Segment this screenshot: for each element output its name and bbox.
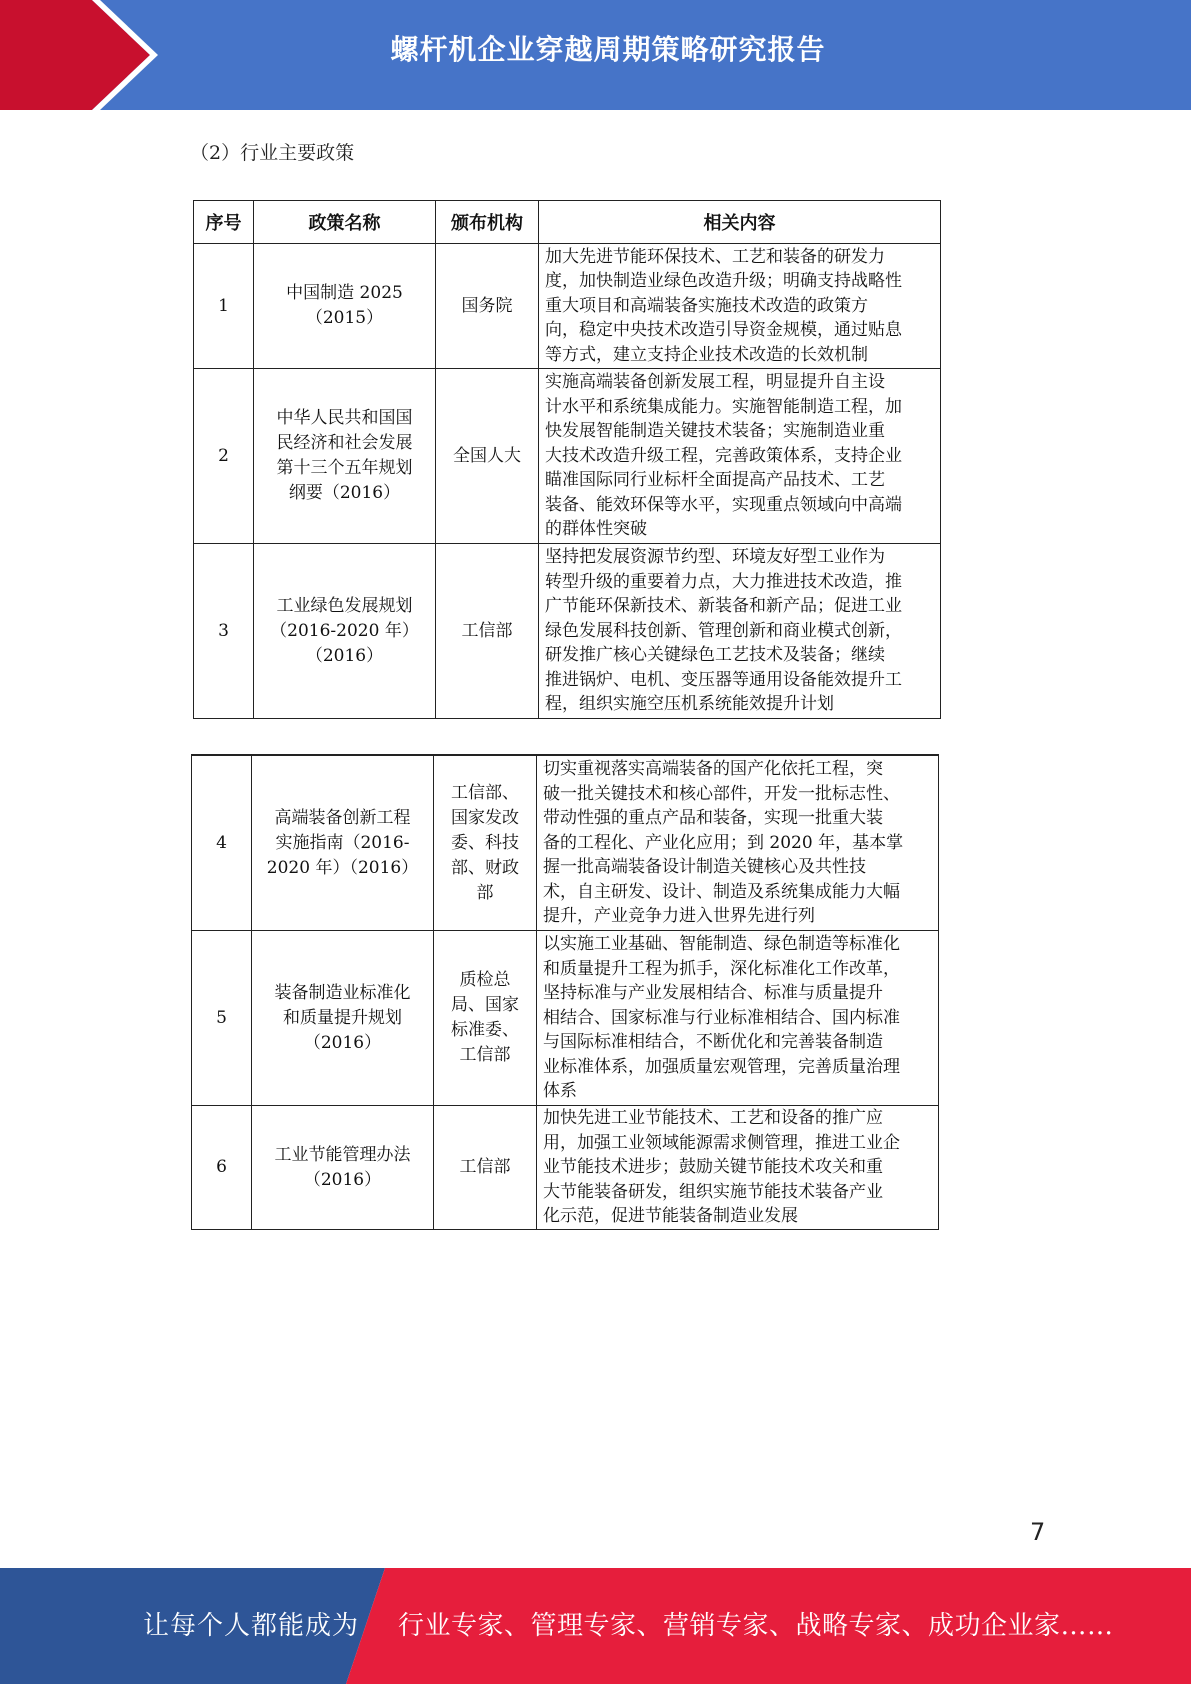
policy-content-line: 坚持标准与产业发展相结合、标准与质量提升 <box>543 983 883 1004</box>
table-row <box>194 369 941 544</box>
policy-name-line: 工业绿色发展规划 <box>276 595 413 616</box>
policy-name-line: 第十三个五年规划 <box>276 458 413 478</box>
policy-content-line: 化示范，促进节能装备制造业发展 <box>543 1206 798 1227</box>
footer-slogan-left: 让每个人都能成为 <box>143 1611 360 1641</box>
policy-content-line: 等方式，建立支持企业技术改造的长效机制 <box>545 344 868 365</box>
policy-name-line: 民经济和社会发展 <box>276 433 413 453</box>
policy-content-line: 与国际标准相结合，不断优化和完善装备制造 <box>543 1032 883 1053</box>
policy-name-cell <box>252 931 434 1106</box>
policy-table-part-2 <box>191 755 939 1230</box>
policy-name-line: （2015） <box>305 308 384 328</box>
policy-content-line: 坚持把发展资源节约型、环境友好型工业作为 <box>545 546 885 567</box>
issuer-cell <box>434 931 537 1106</box>
policy-content-line: 推进锅炉、电机、变压器等通用设备能效提升工 <box>545 669 902 690</box>
policy-name-cell <box>254 369 436 544</box>
policy-name-line: 和质量提升规划 <box>283 1007 402 1028</box>
policy-content-line: 业标准体系，加强质量宏观管理，完善质量治理 <box>543 1056 900 1077</box>
row-number: 5 <box>192 931 252 1106</box>
policy-name-line: 2020 年）（2016） <box>266 857 419 878</box>
policy-name-line: 中华人民共和国国 <box>276 408 413 428</box>
policy-content-cell <box>539 244 941 369</box>
policy-content-line: 加快先进工业节能技术、工艺和设备的推广应 <box>543 1108 883 1129</box>
issuer-line: 质检总 <box>459 970 511 990</box>
policy-name-line: 工业节能管理办法 <box>274 1144 411 1165</box>
policy-content-line: 提升，产业竞争力进入世界先进行列 <box>543 906 815 927</box>
table-header-row <box>194 201 941 244</box>
issuer-cell <box>434 1106 537 1230</box>
footer-slogan-right: 行业专家、管理专家、营销专家、战略专家、成功企业家…… <box>398 1611 1114 1641</box>
policy-name-line: （2016） <box>303 1169 382 1190</box>
header-issuer: 颁布机构 <box>436 201 539 244</box>
table-row <box>192 931 939 1106</box>
policy-name-line: （2016） <box>303 1032 382 1053</box>
policy-content-cell <box>537 756 939 931</box>
table-row <box>194 544 941 719</box>
policy-name-cell <box>254 544 436 719</box>
policy-content-line: 加大先进节能环保技术、工艺和装备的研发力 <box>545 246 885 267</box>
policy-content-line: 度，加快制造业绿色改造升级；明确支持战略性 <box>545 271 902 292</box>
policy-content-line: 转型升级的重要着力点，大力推进技术改造，推 <box>545 571 902 592</box>
header-banner <box>0 0 1191 110</box>
issuer-line: 部 <box>476 882 494 903</box>
issuer-line: 全国人大 <box>453 445 521 466</box>
policy-content-line: 以实施工业基础、智能制造、绿色制造等标准化 <box>543 933 900 954</box>
policy-content-line: 绿色发展科技创新、管理创新和商业模式创新， <box>545 620 902 641</box>
policy-content-line: 快发展智能制造关键技术装备；实施制造业重 <box>545 421 885 442</box>
policy-content-line: 业节能技术进步；鼓励关键节能技术攻关和重 <box>543 1157 883 1178</box>
policy-content-line: 和质量提升工程为抓手，深化标准化工作改革， <box>543 958 900 979</box>
header-policy-name: 政策名称 <box>254 201 436 244</box>
issuer-line: 工信部 <box>461 620 513 641</box>
table-row <box>192 756 939 931</box>
policy-content-line: 相结合、国家标准与行业标准相结合、国内标准 <box>543 1007 900 1028</box>
issuer-line: 委、科技 <box>451 832 519 853</box>
policy-name-line: （2016-2020 年） <box>270 620 419 641</box>
issuer-line: 工信部 <box>459 1045 511 1065</box>
issuer-line: 工信部 <box>459 1157 511 1177</box>
issuer-line: 国家发改 <box>451 807 519 828</box>
policy-content-line: 向，稳定中央技术改造引导资金规模，通过贴息 <box>545 320 902 341</box>
policy-content-line: 广节能环保新技术、新装备和新产品；促进工业 <box>545 596 902 617</box>
policy-name-line: （2016） <box>305 645 384 666</box>
issuer-line: 国务院 <box>461 295 513 316</box>
policy-content-cell <box>537 1106 939 1230</box>
policy-content-cell <box>539 544 941 719</box>
policy-content-line: 装备、能效环保等水平，实现重点领域向中高端 <box>545 494 902 515</box>
policy-content-line: 研发推广核心关键绿色工艺技术及装备；继续 <box>545 645 885 666</box>
footer-banner <box>0 1568 1191 1684</box>
table-row <box>192 1106 939 1230</box>
policy-content-line: 瞄准国际同行业标杆全面提高产品技术、工艺 <box>545 470 885 491</box>
table-row <box>194 244 941 369</box>
policy-content-line: 的群体性突破 <box>545 519 647 540</box>
policy-name-cell <box>254 244 436 369</box>
policy-content-line: 程，组织实施空压机系统能效提升计划 <box>545 694 834 715</box>
policy-content-line: 大节能装备研发，组织实施节能技术装备产业 <box>543 1181 883 1202</box>
issuer-line: 工信部、 <box>451 782 519 803</box>
policy-table-part-1 <box>193 200 941 719</box>
policy-content-line: 体系 <box>543 1081 577 1102</box>
header-no: 序号 <box>194 201 254 244</box>
policy-content-line: 切实重视落实高端装备的国产化依托工程，突 <box>543 758 883 779</box>
issuer-cell <box>436 544 539 719</box>
policy-name-line: 纲要（2016） <box>288 483 401 503</box>
row-number: 3 <box>194 544 254 719</box>
policy-name-cell <box>252 1106 434 1230</box>
policy-content-line: 用，加强工业领域能源需求侧管理，推进工业企 <box>543 1132 900 1153</box>
policy-content-line: 带动性强的重点产品和装备，实现一批重大装 <box>543 808 883 829</box>
row-number: 4 <box>192 756 252 931</box>
issuer-line: 局、国家 <box>451 995 519 1015</box>
policy-name-line: 装备制造业标准化 <box>274 982 411 1003</box>
issuer-line: 标准委、 <box>451 1020 519 1040</box>
policy-content-line: 大技术改造升级工程，完善政策体系，支持企业 <box>545 445 902 466</box>
row-number: 6 <box>192 1106 252 1230</box>
policy-name-line: 高端装备创新工程 <box>274 807 411 828</box>
issuer-cell <box>434 756 537 931</box>
policy-content-cell <box>539 369 941 544</box>
policy-content-line: 计水平和系统集成能力。实施智能制造工程，加 <box>545 396 902 417</box>
issuer-line: 部、财政 <box>451 857 519 878</box>
policy-content-line: 重大项目和高端装备实施技术改造的政策方 <box>545 295 868 316</box>
policy-content-line: 术，自主研发、设计、制造及系统集成能力大幅 <box>543 881 900 902</box>
section-title: （2）行业主要政策 <box>190 142 355 164</box>
issuer-cell <box>436 369 539 544</box>
header-content: 相关内容 <box>539 201 941 244</box>
policy-content-line: 实施高端装备创新发展工程，明显提升自主设 <box>545 371 885 392</box>
row-number: 2 <box>194 369 254 544</box>
policy-content-line: 破一批关键技术和核心部件，开发一批标志性、 <box>543 783 900 804</box>
report-title: 螺杆机企业穿越周期策略研究报告 <box>390 33 826 66</box>
policy-content-line: 握一批高端装备设计制造关键核心及共性技 <box>543 857 866 878</box>
page-number: 7 <box>1030 1518 1046 1546</box>
policy-content-cell <box>537 931 939 1106</box>
row-number: 1 <box>194 244 254 369</box>
policy-name-line: 实施指南（2016- <box>275 832 410 853</box>
issuer-cell <box>436 244 539 369</box>
policy-content-line: 备的工程化、产业化应用；到 2020 年，基本掌 <box>543 832 904 853</box>
policy-name-line: 中国制造 2025 <box>286 283 403 303</box>
policy-name-cell <box>252 756 434 931</box>
